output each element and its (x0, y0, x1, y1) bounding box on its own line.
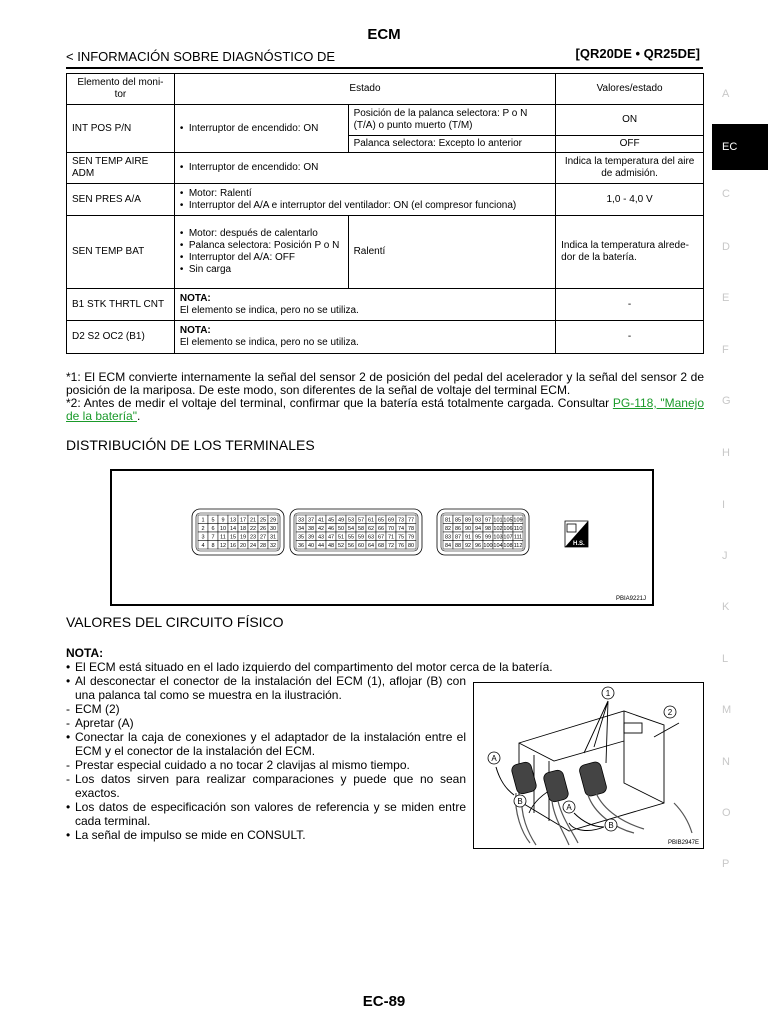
tab-d[interactable]: D (722, 241, 730, 253)
terminal-number: 6 (211, 526, 215, 532)
header-rule (66, 67, 703, 69)
tab-ec[interactable]: EC (712, 124, 768, 170)
circuit-heading: VALORES DEL CIRCUITO FÍSICO (66, 614, 284, 630)
tab-o[interactable]: O (722, 807, 731, 819)
terminal-number: 35 (297, 534, 305, 541)
terminal-number: 55 (347, 534, 355, 541)
terminal-number: 56 (347, 543, 355, 549)
terminal-number: 13 (229, 517, 237, 524)
terminal-number: 16 (229, 543, 237, 549)
terminal-number: 12 (219, 543, 227, 549)
terminal-number: 110 (513, 526, 523, 532)
terminal-number: 49 (337, 517, 345, 524)
table-row (67, 321, 704, 354)
hs-icon (565, 521, 588, 547)
nota-item (66, 758, 466, 772)
connector-cells (192, 509, 529, 555)
header-elemento: Elemento del moni-tor (67, 74, 175, 105)
nota-text: Apretar (A) (75, 716, 134, 730)
value: ON (556, 105, 704, 136)
terminal-number: 71 (387, 534, 395, 541)
terminal-number: 38 (307, 526, 315, 532)
ecm-drawing (474, 683, 703, 848)
condition: • Interruptor de encendido: ON (180, 123, 343, 135)
terminal-number: 66 (377, 526, 385, 532)
nota-marker: - (66, 772, 70, 786)
tab-n[interactable]: N (722, 756, 730, 768)
terminal-number: 20 (239, 543, 247, 549)
terminal-number: 5 (211, 517, 215, 524)
terminal-number: 103 (493, 534, 503, 541)
header-valores: Valores/estado (556, 74, 704, 105)
terminal-number: 96 (474, 543, 482, 549)
terminal-number: 40 (307, 543, 315, 549)
nota-text: La señal de impulso se mide en CONSULT. (75, 828, 306, 842)
terminal-number: 85 (454, 517, 462, 524)
nota-marker: • (66, 800, 71, 814)
terminal-number: 45 (327, 517, 335, 524)
terminal-number: 48 (327, 543, 335, 549)
nota-item (66, 772, 466, 800)
terminal-number: 46 (327, 526, 335, 532)
terminal-number: 109 (513, 517, 523, 524)
nota-marker: • (66, 674, 71, 688)
nota-text: El elemento se indica, pero no se utiliza. (179, 337, 359, 348)
row-name: D2 S2 OC2 (B1) (67, 321, 175, 354)
terminal-number: 17 (239, 517, 247, 524)
terminal-number: 10 (219, 526, 227, 532)
tab-k[interactable]: K (722, 601, 730, 613)
pg-118-link[interactable]: PG-118, "Manejo de la batería" (66, 396, 704, 423)
terminal-number: 89 (464, 517, 472, 524)
nota-label: NOTA: (179, 325, 211, 336)
nota-text: Los datos sirven para realizar comparaciones y puede que no sean exactos. (75, 772, 466, 800)
footnotes (66, 371, 704, 423)
terminal-number: 21 (249, 517, 257, 524)
terminal-number: 1 (201, 517, 205, 524)
nota-text: El ECM está situado en el lado izquierdo del compartimento del motor cerca de la batería. (75, 660, 553, 674)
row-name: B1 STK THRTL CNT (67, 289, 175, 321)
terminal-number: 64 (367, 543, 375, 549)
tab-m[interactable]: M (722, 704, 732, 716)
terminal-number: 72 (387, 543, 395, 549)
nota-marker: • (66, 730, 71, 744)
terminal-number: 31 (269, 534, 277, 541)
terminal-number: 26 (259, 526, 267, 532)
terminal-number: 101 (493, 517, 503, 524)
terminal-number: 106 (503, 526, 513, 532)
terminal-number: 37 (307, 517, 315, 524)
sub-condition: Posición de la palanca selectora: P o N (T/A) o punto muerto (T/M) (348, 105, 556, 136)
terminal-number: 3 (201, 534, 205, 541)
terminal-number: 83 (444, 534, 452, 541)
condition: • Motor: después de calentarlo (180, 228, 343, 240)
terminal-number: 81 (444, 517, 452, 524)
callout-1: 1 (605, 689, 611, 698)
tab-h[interactable]: H (722, 447, 730, 459)
figure-code: PBIA9221J (615, 596, 646, 602)
terminal-number: 94 (474, 526, 482, 532)
row-name: INT POS P/N (67, 105, 175, 153)
nota-text: Conectar la caja de conexiones y el adaptador de la instalación entre el ECM y el conector de la instalación del ECM. (75, 730, 466, 758)
tab-c[interactable]: C (722, 188, 730, 200)
ecm-connectors (510, 761, 607, 803)
terminal-number: 105 (503, 517, 513, 524)
terminal-number: 32 (269, 543, 277, 549)
condition: • Interruptor del A/A e interruptor del ventilador: ON (el compresor funciona) (180, 200, 550, 212)
footnote-2: *2: Antes de medir el voltaje del terminal, confirmar que la batería está totalmente cargada. Consultar PG-118, "Manejo de la batería". (66, 396, 704, 423)
tab-p[interactable]: P (722, 858, 730, 870)
value: 1,0 - 4,0 V (556, 184, 704, 216)
terminal-number: 61 (367, 517, 375, 524)
callout-b: B (517, 797, 523, 806)
nota-text: Al desconectar el conector de la instalación del ECM (1), aflojar (B) con una palanca tal como se muestra en la ilustración. (75, 674, 466, 702)
tab-f[interactable]: F (722, 344, 729, 356)
terminal-number: 63 (367, 534, 375, 541)
terminal-number: 22 (249, 526, 257, 532)
figure-code: PBIB2947E (667, 840, 699, 846)
monitor-table (66, 73, 704, 354)
terminal-number: 87 (454, 534, 462, 541)
nota-text: El elemento se indica, pero no se utiliza. (179, 304, 359, 316)
terminal-number: 88 (454, 543, 462, 549)
state: Ralentí (348, 216, 556, 289)
nota-item (66, 800, 466, 828)
callout-a2: A (566, 803, 572, 812)
row-name: SEN TEMP BAT (67, 216, 175, 289)
callout-b2: B (608, 821, 614, 830)
header-estado: Estado (174, 74, 555, 105)
nota-item (66, 660, 713, 674)
terminal-number: 29 (269, 517, 277, 524)
ecm-illustration (473, 682, 704, 849)
condition: • Sin carga (180, 264, 343, 276)
terminal-number: 112 (513, 543, 523, 549)
terminal-number: 28 (259, 543, 267, 549)
terminal-number: 84 (444, 543, 452, 549)
terminal-number: 50 (337, 526, 345, 532)
terminal-number: 74 (397, 526, 405, 532)
nota-text: ECM (2) (75, 702, 120, 716)
terminal-number: 98 (484, 526, 492, 532)
engine-codes: [QR20DE • QR25DE] (575, 46, 700, 61)
nota-text: Los datos de especificación son valores de referencia y se miden entre cada terminal. (75, 800, 466, 828)
terminal-layout-figure (110, 469, 654, 606)
value: OFF (556, 136, 704, 153)
tab-l[interactable]: L (722, 653, 729, 665)
terminal-number: 41 (317, 517, 325, 524)
row-name: SEN PRES A/A (67, 184, 175, 216)
terminal-number: 24 (249, 543, 257, 549)
terminal-number: 69 (387, 517, 395, 524)
terminal-number: 23 (249, 534, 257, 541)
terminal-number: 95 (474, 534, 482, 541)
value: Indica la temperatura del aire de admisión. (556, 153, 704, 184)
nota-block (66, 646, 553, 842)
terminal-number: 19 (239, 534, 247, 541)
table-row (67, 216, 704, 289)
nota-title: NOTA: (66, 646, 104, 660)
nota-marker: - (66, 716, 70, 730)
terminal-number: 73 (397, 517, 405, 524)
nota-item (66, 828, 466, 842)
footnote-1: *1: El ECM convierte internamente la señal del sensor 2 de posición del pedal del acelerador y la señal del sensor 2 de posición de la mariposa. De este modo, son diferentes de la señal de voltaje del terminal ECM. (66, 370, 704, 397)
terminal-number: 78 (407, 526, 415, 532)
terminal-number: 77 (407, 517, 415, 524)
terminal-number: 82 (444, 526, 452, 532)
terminal-number: 4 (201, 543, 205, 549)
terminal-number: 58 (357, 526, 365, 532)
terminal-number: 107 (503, 534, 513, 541)
callout-a: A (491, 754, 497, 763)
nota-item (66, 716, 466, 730)
terminal-number: 15 (229, 534, 237, 541)
callout-2: 2 (667, 708, 673, 717)
terminal-number: 62 (367, 526, 375, 532)
terminal-number: 67 (377, 534, 385, 541)
row-name: SEN TEMP AIRE ADM (67, 153, 175, 184)
terminal-number: 86 (454, 526, 462, 532)
nota-label: NOTA: (179, 292, 211, 304)
nota-marker: • (66, 828, 71, 842)
terminals-heading: DISTRIBUCIÓN DE LOS TERMINALES (66, 437, 315, 453)
section-breadcrumb: < INFORMACIÓN SOBRE DIAGNÓSTICO DE (66, 49, 336, 64)
terminal-number: 47 (327, 534, 335, 541)
terminal-number: 51 (337, 534, 345, 541)
terminal-number: 70 (387, 526, 395, 532)
nota-item (66, 702, 466, 716)
terminal-number: 93 (474, 517, 482, 524)
nota-marker: - (66, 702, 70, 716)
sub-condition: Palanca selectora: Excepto lo anterior (348, 136, 556, 153)
page-title: ECM (367, 26, 401, 43)
terminal-number: 65 (377, 517, 385, 524)
terminal-number: 92 (464, 543, 472, 549)
condition: • Interruptor del A/A: OFF (180, 252, 343, 264)
terminal-number: 11 (220, 534, 226, 541)
terminal-number: 54 (347, 526, 355, 532)
terminal-number: 43 (317, 534, 325, 541)
terminal-number: 42 (317, 526, 325, 532)
terminal-number: 76 (397, 543, 405, 549)
tab-j[interactable]: J (722, 550, 728, 562)
terminal-number: 111 (513, 534, 523, 541)
table-header-row (67, 74, 704, 105)
tab-a[interactable]: A (722, 88, 730, 100)
terminal-number: 18 (239, 526, 247, 532)
terminal-number: 7 (211, 534, 215, 541)
nota-marker: - (66, 758, 70, 772)
value: - (556, 289, 704, 321)
terminal-number: 52 (337, 543, 345, 549)
nota-list (66, 660, 553, 842)
terminal-number: 80 (407, 543, 415, 549)
table-row (67, 289, 704, 321)
nota-marker: • (66, 660, 71, 674)
terminal-number: 75 (397, 534, 405, 541)
terminal-number: 9 (221, 517, 225, 524)
terminal-number: 53 (347, 517, 355, 524)
tab-i[interactable]: I (722, 499, 726, 511)
terminal-number: 14 (229, 526, 237, 532)
nota-item (66, 730, 466, 758)
hs-label: H.S. (573, 541, 585, 547)
table-row (67, 184, 704, 216)
terminal-number: 90 (464, 526, 472, 532)
terminal-number: 68 (377, 543, 385, 549)
tab-e[interactable]: E (722, 292, 730, 304)
terminal-number: 59 (357, 534, 365, 541)
terminal-number: 99 (484, 534, 492, 541)
harness-wires (516, 793, 692, 845)
table-row (67, 105, 704, 136)
connector-diagram (112, 471, 652, 604)
terminal-number: 34 (297, 526, 305, 532)
terminal-number: 60 (357, 543, 365, 549)
terminal-number: 33 (297, 517, 305, 524)
terminal-number: 25 (259, 517, 267, 524)
terminal-number: 100 (483, 543, 493, 549)
value: Indica la temperatura alrede-dor de la batería. (556, 216, 704, 289)
page-number: EC-89 (362, 993, 406, 1010)
terminal-number: 79 (407, 534, 415, 541)
condition: • Motor: Ralentí (180, 188, 550, 200)
terminal-number: 27 (259, 534, 267, 541)
terminal-number: 102 (493, 526, 503, 532)
nota-item (66, 674, 466, 702)
terminal-number: 97 (484, 517, 492, 524)
value: - (556, 321, 704, 354)
terminal-number: 39 (307, 534, 315, 541)
terminal-number: 57 (357, 517, 365, 524)
condition: • Palanca selectora: Posición P o N (180, 240, 343, 252)
terminal-number: 30 (269, 526, 277, 532)
terminal-number: 36 (297, 543, 305, 549)
condition: • Interruptor de encendido: ON (180, 162, 550, 174)
terminal-number: 104 (493, 543, 503, 549)
terminal-number: 44 (317, 543, 325, 549)
terminal-number: 2 (201, 526, 205, 532)
terminal-number: 91 (464, 534, 472, 541)
tab-g[interactable]: G (722, 395, 731, 407)
table-row (67, 153, 704, 184)
nota-text: Prestar especial cuidado a no tocar 2 clavijas al mismo tiempo. (75, 758, 410, 772)
terminal-number: 8 (211, 543, 215, 549)
terminal-number: 108 (503, 543, 513, 549)
